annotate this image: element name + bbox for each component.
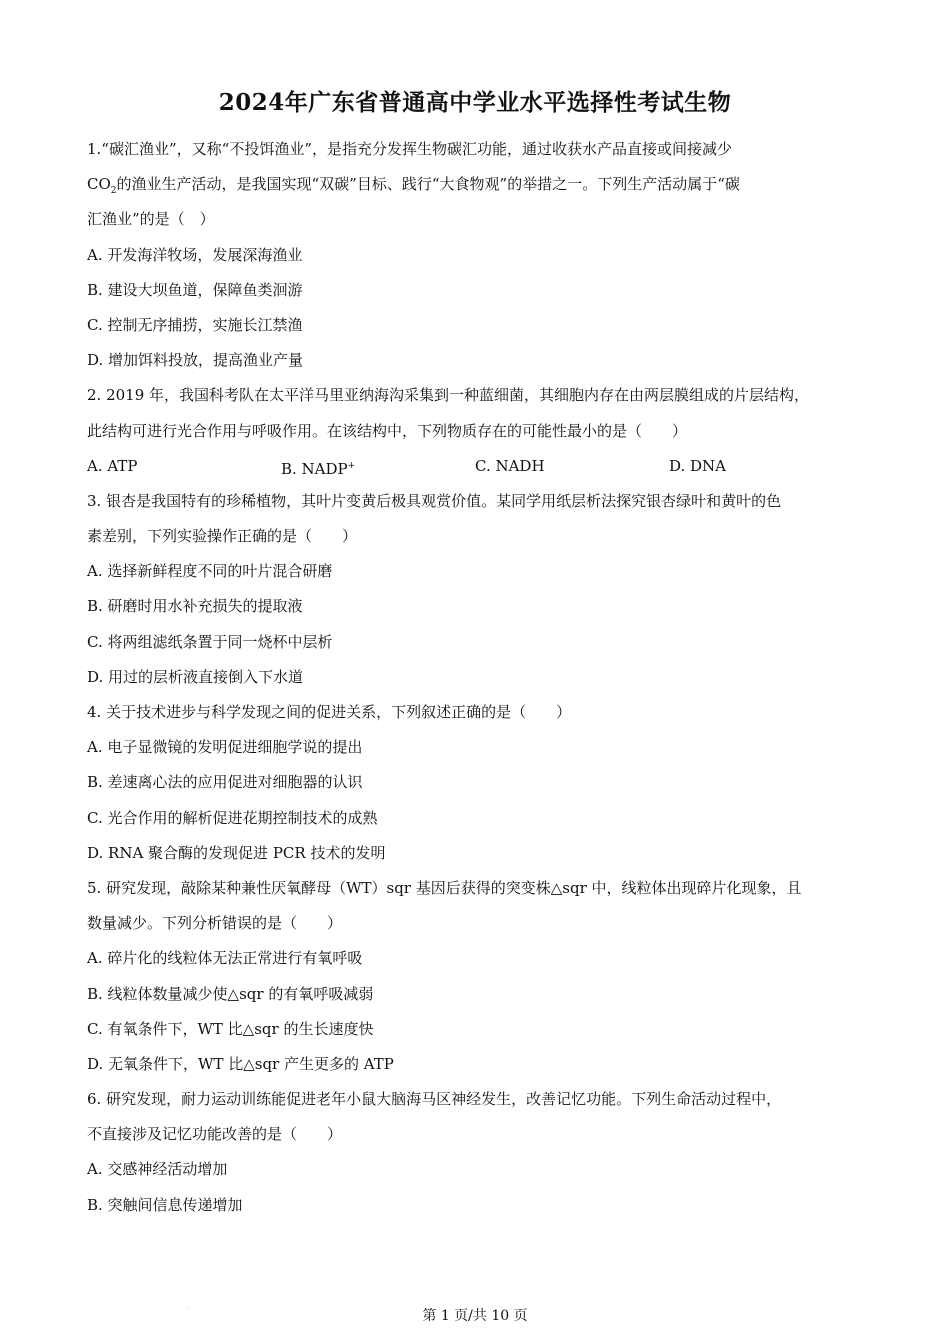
question-6-option-a: A. 交感神经活动增加 xyxy=(87,1160,228,1179)
question-6 xyxy=(87,1082,877,1223)
question-5-option-b: B. 线粒体数量减少使△sqr 的有氧呼吸减弱 xyxy=(87,984,374,1003)
question-3-stem-line-1: 3. 银杏是我国特有的珍稀植物，其叶片变黄后极具观赏价值。某同学用纸层析法探究银杏绿叶和黄叶的色 xyxy=(87,491,782,510)
footer-dot-mark: · xyxy=(186,1306,188,1313)
question-2-option-c: C. NADH xyxy=(475,456,545,475)
co2-formula: $CO_2$ xyxy=(87,175,117,197)
question-3-option-c: C. 将两组滤纸条置于同一烧杯中层析 xyxy=(87,632,333,651)
page-title: 2024年广东省普通高中学业水平选择性考试生物 xyxy=(218,89,732,116)
question-2 xyxy=(87,378,877,484)
question-5-option-a: A. 碎片化的线粒体无法正常进行有氧呼吸 xyxy=(87,949,363,968)
question-2-options xyxy=(87,449,877,484)
question-3 xyxy=(87,484,877,695)
question-1-option-b: B. 建设大坝鱼道，保障鱼类洄游 xyxy=(87,280,303,299)
question-1-option-a: A. 开发海洋牧场，发展深海渔业 xyxy=(87,245,303,264)
question-3-option-d: D. 用过的层析液直接倒入下水道 xyxy=(87,667,304,686)
question-2-stem-line-2: 此结构可进行光合作用与呼吸作用。在该结构中，下列物质存在的可能性最小的是（ ） xyxy=(87,421,688,440)
question-5 xyxy=(87,871,877,1082)
question-1-option-d: D. 增加饵料投放，提高渔业产量 xyxy=(87,351,304,370)
question-6-stem-line-2: 不直接涉及记忆功能改善的是（ ） xyxy=(87,1125,343,1144)
question-5-stem-line-1: 5. 研究发现，敲除某种兼性厌氧酵母（WT）sqr 基因后获得的突变株△sqr 中，线粒体出现碎片化现象，且 xyxy=(87,878,802,897)
question-3-option-a: A. 选择新鲜程度不同的叶片混合研磨 xyxy=(87,562,333,581)
question-3-stem-line-2: 素差别，下列实验操作正确的是（ ） xyxy=(87,527,358,546)
page-footer: 第 1 页/共 10 页 xyxy=(422,1308,528,1324)
question-2-option-a: A. ATP xyxy=(87,456,138,475)
question-2-option-d: D. DNA xyxy=(669,456,727,475)
question-4-option-a: A. 电子显微镜的发明促进细胞学说的提出 xyxy=(87,738,363,757)
question-2-option-b: B. NADP+ xyxy=(281,459,356,478)
question-4-stem-line-1: 4. 关于技术进步与科学发现之间的促进关系，下列叙述正确的是（ ） xyxy=(87,703,572,721)
question-1-stem-line-3: 汇渔业”的是（ ） xyxy=(87,210,215,229)
question-6-option-b: B. 突触间信息传递增加 xyxy=(87,1195,243,1214)
question-1-stem-line-1: 1.“碳汇渔业”，又称“不投饵渔业”，是指充分发挥生物碳汇功能，通过收获水产品直接或间接减少 xyxy=(87,140,732,158)
question-4-option-b: B. 差速离心法的应用促进对细胞器的认识 xyxy=(87,773,363,792)
question-2-stem-line-1: 2. 2019 年，我国科考队在太平洋马里亚纳海沟采集到一种蓝细菌，其细胞内存在由两层膜组成的片层结构， xyxy=(87,386,810,405)
question-1 xyxy=(87,132,877,378)
question-5-stem-line-2: 数量减少。下列分析错误的是（ ） xyxy=(87,914,343,933)
question-5-option-d: D. 无氧条件下，WT 比△sqr 产生更多的 ATP xyxy=(87,1054,394,1073)
question-1-stem-line-2: $CO_2$的渔业生产活动，是我国实现“双碳”目标、践行“大食物观”的举措之一。下列生产活动属于“碳 xyxy=(87,175,740,197)
question-6-stem-line-1: 6. 研究发现，耐力运动训练能促进老年小鼠大脑海马区神经发生，改善记忆功能。下列生命活动过程中， xyxy=(87,1090,782,1109)
question-4-option-d: D. RNA 聚合酶的发现促进 PCR 技术的发明 xyxy=(87,843,386,862)
question-3-option-b: B. 研磨时用水补充损失的提取液 xyxy=(87,597,303,616)
question-list xyxy=(87,132,877,1223)
question-1-option-c: C. 控制无序捕捞，实施长江禁渔 xyxy=(87,315,303,334)
question-4-option-c: C. 光合作用的解析促进花期控制技术的成熟 xyxy=(87,808,378,827)
question-4 xyxy=(87,695,877,871)
question-5-option-c: C. 有氧条件下，WT 比△sqr 的生长速度快 xyxy=(87,1019,374,1038)
